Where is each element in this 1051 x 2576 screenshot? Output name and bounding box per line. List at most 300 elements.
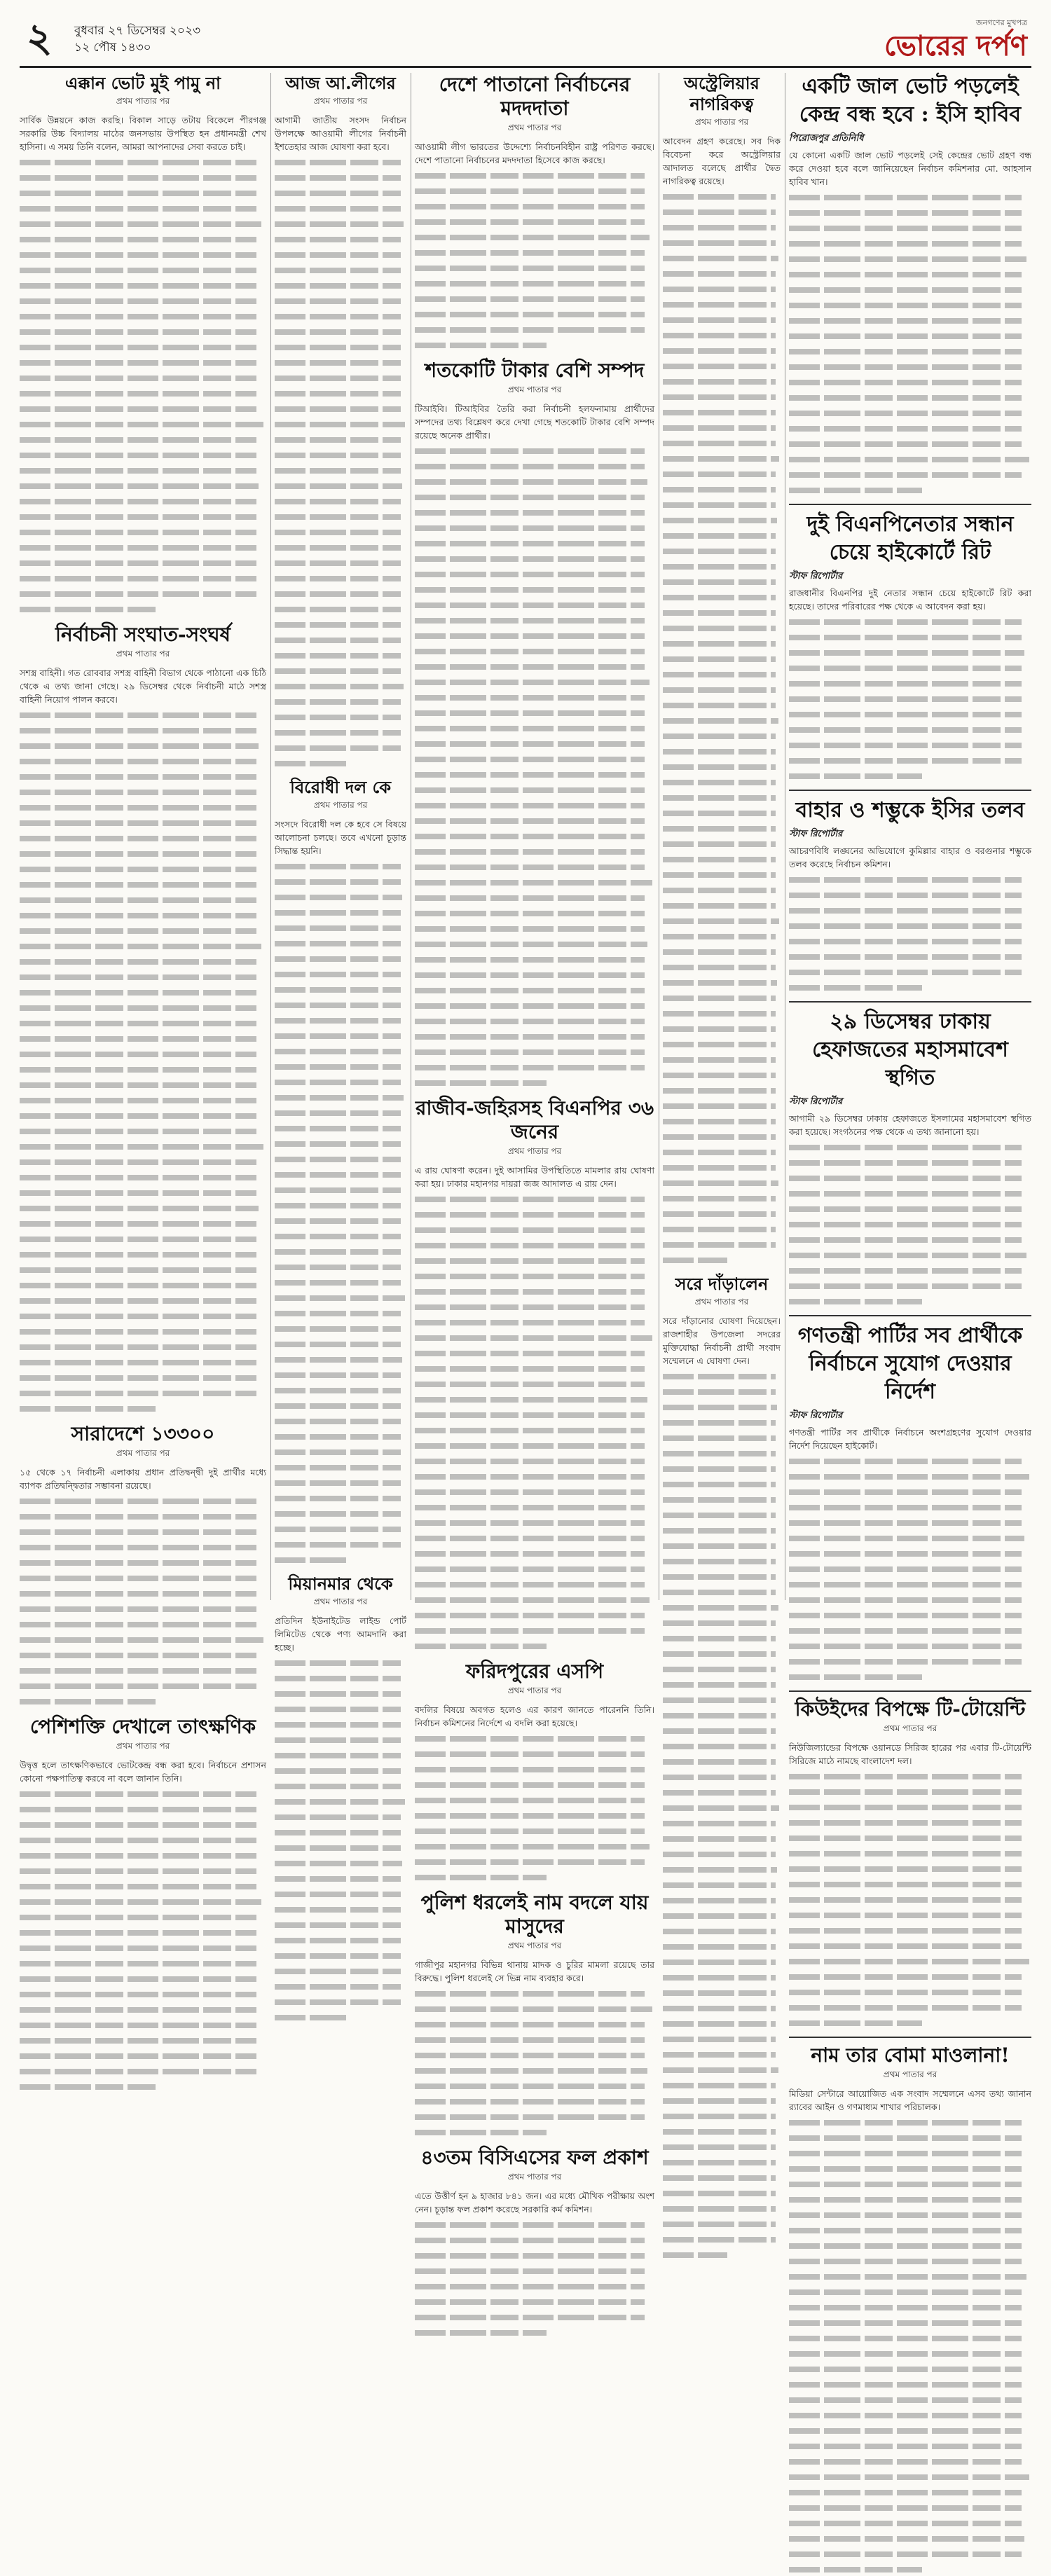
article-lead-paragraph: আগামী ২৯ ডিসেম্বর ঢাকায় হেফাজতে ইসলামের মহাসমাবেশ স্থগিত করা হয়েছে। সংগঠনের পক্ষ থেকে এ তথ্য জানানো হয়। — [789, 1113, 1031, 1137]
body-text-line — [20, 1078, 256, 1091]
body-text-line — [275, 1857, 402, 1870]
body-text-line — [663, 298, 776, 311]
body-text-line — [275, 906, 401, 919]
body-text-line — [663, 1400, 777, 1414]
body-text-line — [415, 1192, 645, 1206]
body-text-line — [415, 768, 645, 781]
body-text-line — [20, 572, 256, 585]
body-text-line — [275, 572, 401, 585]
body-text-line — [275, 1384, 401, 1397]
article-headline: দেশে পাতানো নির্বাচনের মদদদাতা — [439, 73, 631, 120]
body-text-line — [663, 1385, 776, 1398]
body-text-line — [20, 1155, 256, 1169]
body-text-line — [20, 1371, 256, 1384]
body-text-line — [20, 1171, 256, 1184]
body-text-line — [789, 2424, 1022, 2437]
body-text-line — [20, 893, 256, 907]
body-text-line — [20, 510, 256, 523]
body-text-line — [415, 953, 645, 966]
column-divider — [270, 73, 271, 1600]
article-headline: সরে দাঁড়ালেন — [675, 1274, 769, 1294]
body-text-line — [789, 2470, 1029, 2484]
body-text-line — [663, 2063, 778, 2076]
body-text-line — [789, 1878, 1022, 1891]
body-text-line — [20, 202, 256, 215]
body-text-line — [663, 1662, 776, 1676]
body-text-line — [663, 2094, 776, 2107]
body-text-line — [663, 1022, 776, 1035]
body-text-line — [415, 645, 645, 658]
body-text-line — [789, 1955, 1029, 1968]
body-text-line — [275, 1461, 401, 1474]
article-body — [789, 586, 1031, 783]
body-text-line — [275, 1687, 401, 1700]
body-text-line — [275, 479, 402, 493]
body-text-line — [663, 806, 776, 820]
body-text-line — [275, 1656, 401, 1669]
continued-from-label: প্রথম পাতার পর — [313, 1597, 368, 1606]
body-text-line — [275, 1029, 401, 1042]
body-text-line — [789, 1593, 1022, 1606]
body-text-line — [663, 1632, 776, 1645]
body-text-line — [275, 1368, 401, 1382]
article-lead-paragraph: নিউজিল্যান্ডের বিপক্ষে ওয়ানডে সিরিজ হারের পর এবার টি-টোয়েন্টি সিরিজে মাঠে নামছে বাংলাদেশ দল। — [789, 1742, 1031, 1766]
body-text-line — [663, 2217, 776, 2231]
article-lead-paragraph: উদ্বৃত্ত হলে তাৎক্ষণিকভাবে ভোটকেন্দ্র বন্ধ করা হবে। নির্বাচনে প্রশাসন কোনো পক্ষপাতিত্ব করবে না বলে জানান তিনি। — [20, 1760, 266, 1784]
body-text-line — [789, 2316, 1022, 2329]
body-text-line — [789, 2455, 1022, 2468]
body-text-line — [20, 1094, 256, 1107]
body-text-line — [275, 1749, 401, 1762]
continued-from-label: প্রথম পাতার পর — [116, 1741, 170, 1751]
body-text-line — [789, 1531, 1024, 1545]
article-byline: স্টাফ রিপোর্টার — [789, 1096, 843, 1107]
body-text-line — [20, 1494, 256, 1508]
body-text-line — [275, 618, 401, 631]
article-lead-paragraph: যে কোনো একটি জাল ভোট পড়লেই সেই কেন্দ্রের ভোট গ্রহণ বন্ধ করে দেওয়া হবে বলে জানিয়েছেন নির্বাচন কমিশনার মো. আহসান হাবিব খান। — [789, 150, 1031, 187]
body-text-line — [663, 1601, 778, 1614]
body-text-line — [415, 1531, 645, 1545]
body-text-line — [663, 2248, 727, 2261]
body-text-line — [663, 514, 777, 527]
body-text-line — [789, 1202, 1022, 1215]
body-text-line — [275, 1307, 401, 1320]
body-text-line — [20, 785, 256, 799]
body-text-line — [415, 1578, 645, 1591]
body-text-line — [275, 1538, 401, 1551]
body-text-line — [663, 1238, 776, 1251]
body-text-line — [415, 1732, 645, 1745]
body-text-line — [275, 1492, 401, 1505]
body-text-line — [20, 1402, 156, 1415]
body-text-line — [20, 2080, 156, 2093]
body-text-line — [663, 930, 776, 943]
body-text-line — [20, 1201, 259, 1215]
body-text-line — [663, 606, 776, 619]
body-text-line — [663, 1724, 776, 1737]
body-text-line — [663, 1222, 776, 1236]
body-text-line — [789, 406, 1022, 420]
body-text-line — [663, 2048, 776, 2061]
body-text-line — [275, 890, 402, 904]
article-body — [415, 402, 654, 1089]
body-text-line — [789, 453, 1029, 466]
body-text-line — [663, 621, 776, 635]
body-text-line — [275, 757, 347, 770]
body-text-line — [20, 1803, 256, 1816]
body-text-line — [663, 899, 776, 912]
body-text-line — [663, 2032, 776, 2046]
body-text-line — [415, 1624, 645, 1637]
body-text-line — [663, 1647, 776, 1660]
body-text-line — [275, 202, 401, 215]
article — [789, 1315, 1031, 1683]
body-text-line — [20, 1648, 256, 1662]
body-text-line — [789, 1847, 1022, 1860]
body-text-line — [275, 387, 401, 400]
body-text-line — [275, 1764, 401, 1777]
article-body — [275, 113, 406, 770]
body-text-line — [275, 418, 405, 431]
body-text-line — [275, 587, 401, 600]
body-text-line — [415, 891, 645, 904]
body-text-line — [415, 1285, 645, 1298]
body-text-line — [20, 1818, 256, 1831]
body-text-line — [20, 986, 256, 999]
body-text-line — [415, 937, 647, 951]
body-text-line — [20, 708, 256, 722]
body-text-line — [663, 560, 776, 573]
body-text-line — [20, 1941, 256, 1955]
body-text-line — [415, 246, 645, 259]
body-text-line — [663, 2017, 776, 2030]
body-text-line — [415, 660, 645, 673]
body-text-line — [275, 1980, 401, 1993]
body-text-line — [415, 460, 645, 473]
body-text-line — [415, 1516, 645, 1529]
body-text-line — [663, 2186, 776, 2200]
body-text-line — [663, 467, 776, 481]
article-headline: আজ আ.লীগের — [285, 73, 396, 93]
body-text-line — [789, 1141, 1022, 1154]
body-text-line — [20, 862, 256, 876]
body-text-line — [275, 171, 401, 184]
body-text-line — [275, 1903, 401, 1916]
body-text-line — [789, 1279, 1022, 1293]
body-text-line — [275, 402, 401, 415]
body-text-line — [789, 1862, 1022, 1875]
article-headline: ৪৩তম বিসিএসের ফল প্রকাশ — [420, 2146, 649, 2169]
body-text-line — [415, 1223, 645, 1237]
body-text-line — [415, 1254, 645, 1267]
body-text-line — [275, 525, 401, 539]
body-text-line — [20, 1926, 256, 1939]
body-text-line — [20, 1109, 256, 1122]
body-text-line — [789, 376, 1022, 389]
body-text-line — [20, 1541, 256, 1554]
body-text-line — [663, 1038, 776, 1051]
body-text-line — [415, 1377, 645, 1391]
body-text-line — [663, 1555, 776, 1568]
body-text-line — [415, 230, 650, 244]
article-byline: স্টাফ রিপোর্টার — [789, 1410, 843, 1421]
body-text-line — [663, 375, 776, 388]
body-text-line — [20, 1864, 256, 1878]
body-text-line — [415, 1424, 645, 1437]
body-text-line — [663, 837, 776, 850]
body-text-line — [663, 976, 777, 989]
body-text-line — [415, 1045, 645, 1059]
body-text-line — [415, 1639, 547, 1653]
body-text-line — [275, 1841, 401, 1854]
body-text-line — [789, 1470, 1029, 1483]
body-text-line — [663, 1786, 776, 1799]
body-text-line — [415, 2002, 652, 2016]
body-text-line — [663, 221, 776, 234]
body-text-line — [789, 314, 1022, 327]
article-lead-paragraph: আগামী জাতীয় সংসদ নির্বাচন উপলক্ষে আওয়ামী লীগের নির্বাচনী ইশতেহার আজ ঘোষণা করা হবে। — [275, 115, 406, 152]
continued-from-label: প্রথম পাতার পর — [694, 1297, 749, 1307]
body-text-line — [789, 723, 1022, 736]
body-text-line — [20, 356, 256, 369]
article — [20, 1715, 266, 2093]
body-text-line — [663, 2140, 776, 2154]
body-text-line — [275, 1918, 401, 1931]
body-text-line — [20, 1525, 256, 1538]
article-lead-paragraph: এতে উত্তীর্ণ হন ৯ হাজার ৮৪১ জন। এর মধ্যে মৌখিক পরীক্ষায় অংশ নেন। চূড়ান্ত ফল প্রকাশ করেছে সরকারি কর্ম কমিশন। — [415, 2191, 654, 2215]
body-text-line — [789, 677, 1022, 690]
body-text-line — [415, 1609, 645, 1622]
body-text-line — [20, 310, 256, 323]
body-text-line — [789, 754, 1022, 767]
body-text-line — [415, 1331, 652, 1344]
body-text-line — [20, 186, 256, 200]
body-text-line — [275, 541, 401, 554]
body-text-line — [663, 1894, 776, 1907]
body-text-line — [275, 875, 401, 888]
body-text-line — [275, 1949, 401, 1962]
body-text-line — [415, 1809, 645, 1822]
body-text-line — [20, 2049, 256, 2062]
article — [789, 1001, 1031, 1308]
body-text-line — [789, 769, 922, 783]
body-text-line — [663, 822, 776, 835]
body-text-line — [275, 1014, 401, 1027]
body-text-line — [663, 991, 776, 1005]
body-text-line — [20, 2003, 256, 2016]
body-text-line — [275, 664, 401, 677]
body-text-line — [20, 1248, 256, 1261]
body-text-line — [663, 1539, 776, 1552]
body-text-line — [275, 310, 401, 323]
body-text-line — [415, 814, 645, 827]
body-text-line — [789, 191, 1022, 204]
body-text-line — [20, 970, 256, 984]
body-text-line — [275, 1230, 401, 1243]
body-text-line — [663, 637, 776, 650]
body-text-line — [789, 1785, 1022, 1798]
body-text-line — [275, 726, 401, 739]
body-text-line — [275, 695, 401, 708]
body-text-line — [275, 1260, 401, 1274]
body-text-line — [663, 1416, 776, 1429]
body-text-line — [663, 1817, 776, 1830]
body-text-line — [20, 1957, 256, 1970]
body-text-line — [20, 1833, 256, 1847]
body-text-line — [415, 1871, 547, 1884]
body-text-line — [415, 184, 645, 198]
body-text-line — [663, 205, 776, 219]
body-text-line — [20, 233, 256, 246]
body-text-line — [20, 602, 156, 616]
body-text-line — [415, 1439, 645, 1452]
body-text-line — [663, 1924, 776, 1938]
body-text-line — [275, 1091, 404, 1104]
body-text-line — [415, 876, 652, 889]
body-text-line — [415, 1562, 645, 1576]
body-text-line — [275, 248, 401, 261]
body-text-line — [663, 313, 776, 326]
body-text-line — [789, 661, 1022, 675]
body-text-line — [789, 1516, 1022, 1529]
body-text-line — [275, 649, 401, 662]
body-text-line — [415, 444, 645, 457]
body-text-line — [789, 1924, 1022, 1937]
body-text-line — [415, 752, 645, 766]
body-text-line — [415, 2126, 547, 2139]
article-headline: বিরোধী দল কে — [289, 777, 392, 797]
article-headline: ফরিদপুরের এসপি — [465, 1660, 604, 1683]
body-text-line — [663, 2156, 776, 2169]
body-text-line — [789, 1970, 1022, 1983]
body-text-line — [789, 738, 1022, 752]
body-text-line — [20, 739, 259, 752]
body-text-line — [415, 215, 645, 228]
article — [415, 2146, 654, 2339]
body-text-line — [20, 371, 256, 385]
body-text-line — [415, 308, 645, 321]
body-text-line — [789, 873, 1022, 886]
article — [275, 1573, 406, 2024]
article-body — [663, 1314, 781, 2261]
body-text-line — [20, 433, 256, 446]
body-text-line — [789, 1655, 1022, 1668]
body-text-line — [275, 1702, 401, 1716]
body-text-line — [415, 691, 645, 704]
body-text-line — [275, 967, 401, 981]
article-body — [789, 149, 1031, 497]
body-text-line — [275, 680, 404, 693]
body-text-line — [663, 591, 776, 604]
body-text-line — [275, 2011, 347, 2024]
article — [415, 1891, 654, 2139]
article-body — [663, 135, 781, 1267]
body-text-line — [663, 1909, 776, 1922]
article-lead-paragraph: সশস্ত্র বাহিনী। গত রোববার সশস্ত্র বাহিনী বিভাগ থেকে পাঠানো এক চিঠি থেকে এ তথ্য জানা গেছে। ২৯ ডিসেম্বর থেকে নির্বাচনী মাঠে সশস্ত্র বাহিনী নিয়োগ পালন করবে। — [20, 668, 266, 705]
body-text-line — [275, 952, 401, 965]
body-text-line — [789, 2439, 1022, 2453]
article-headline: গণতন্ত্রী পার্টির সব প্রার্থীকে নির্বাচনে সুযোগ দেওয়ার নির্দেশ — [797, 1323, 1023, 1404]
body-text-line — [663, 1207, 776, 1220]
body-text-line — [20, 1633, 263, 1646]
body-text-line — [415, 675, 650, 689]
logo-name: ভোরের দর্পণ — [884, 29, 1027, 62]
article — [789, 504, 1031, 783]
body-text-line — [415, 722, 645, 735]
body-text-line — [789, 2501, 1022, 2514]
article-byline: স্টাফ রিপোর্টার — [789, 829, 843, 839]
body-text-line — [663, 1493, 776, 1506]
body-text-line — [415, 2310, 645, 2324]
logo-tagline: জনগণের মুখপত্র — [975, 18, 1027, 27]
body-text-line — [20, 1140, 263, 1153]
body-text-line — [20, 495, 256, 508]
body-text-line — [663, 853, 776, 866]
body-text-line — [789, 1485, 1022, 1499]
body-text-line — [20, 525, 256, 539]
body-text-line — [663, 1068, 776, 1082]
body-text-line — [663, 1863, 777, 1876]
body-text-line — [663, 1585, 776, 1599]
body-text-line — [275, 1795, 405, 1808]
body-text-line — [415, 2095, 645, 2108]
body-text-line — [789, 2270, 1026, 2283]
body-text-line — [789, 1454, 1022, 1468]
body-text-line — [20, 1618, 256, 1631]
body-text-line — [415, 1408, 645, 1421]
continued-from-label: প্রথম পাতার পর — [507, 2172, 562, 2182]
continued-from-label: প্রথম পাতার পর — [883, 2069, 937, 2079]
body-text-line — [20, 909, 256, 922]
body-text-line — [663, 1053, 776, 1066]
body-text-line — [789, 646, 1024, 659]
body-text-line — [415, 2295, 645, 2308]
page-number: ২ — [27, 15, 53, 61]
body-text-line — [789, 1609, 1022, 1622]
body-text-line — [415, 737, 645, 750]
body-text-line — [789, 2301, 1022, 2314]
body-text-line — [415, 506, 645, 519]
body-text-line — [20, 1510, 256, 1523]
body-text-line — [789, 2409, 1022, 2422]
body-text-line — [663, 421, 776, 434]
body-text-line — [663, 1971, 776, 1984]
body-text-line — [275, 1060, 401, 1073]
body-text-line — [415, 2280, 645, 2293]
body-text-line — [275, 998, 401, 1012]
body-text-line — [663, 2202, 776, 2215]
body-text-line — [20, 1294, 256, 1307]
body-text-line — [789, 437, 1022, 450]
article-headline: এক্কান ভোট মুই পামু না — [65, 73, 221, 93]
body-text-line — [789, 2177, 1022, 2191]
body-text-line — [20, 479, 259, 493]
body-text-line — [275, 921, 401, 935]
body-text-line — [663, 1431, 776, 1445]
body-text-line — [789, 298, 1022, 312]
body-text-line — [415, 1346, 645, 1360]
continued-from-label: প্রথম পাতার পর — [313, 96, 368, 106]
body-text-line — [789, 631, 1022, 644]
article-headline: মিয়ানমার থেকে — [288, 1573, 393, 1594]
body-text-line — [663, 529, 776, 542]
article-byline: পিরোজপুর প্রতিনিধি — [789, 133, 864, 144]
body-text-line — [275, 156, 401, 169]
body-text-line — [415, 475, 647, 488]
body-text-line — [415, 1987, 645, 2000]
article-lead-paragraph: সরে দাঁড়ানোর ঘোষণা দিয়েছেন। রাজশাহীর উপজেলা সদরের মুক্তিযোদ্ধা নির্বাচনী প্রার্থী সংবাদ সম্মেলনে এ ঘোষণা দেন। — [663, 1316, 781, 1366]
body-text-line — [20, 1017, 256, 1030]
